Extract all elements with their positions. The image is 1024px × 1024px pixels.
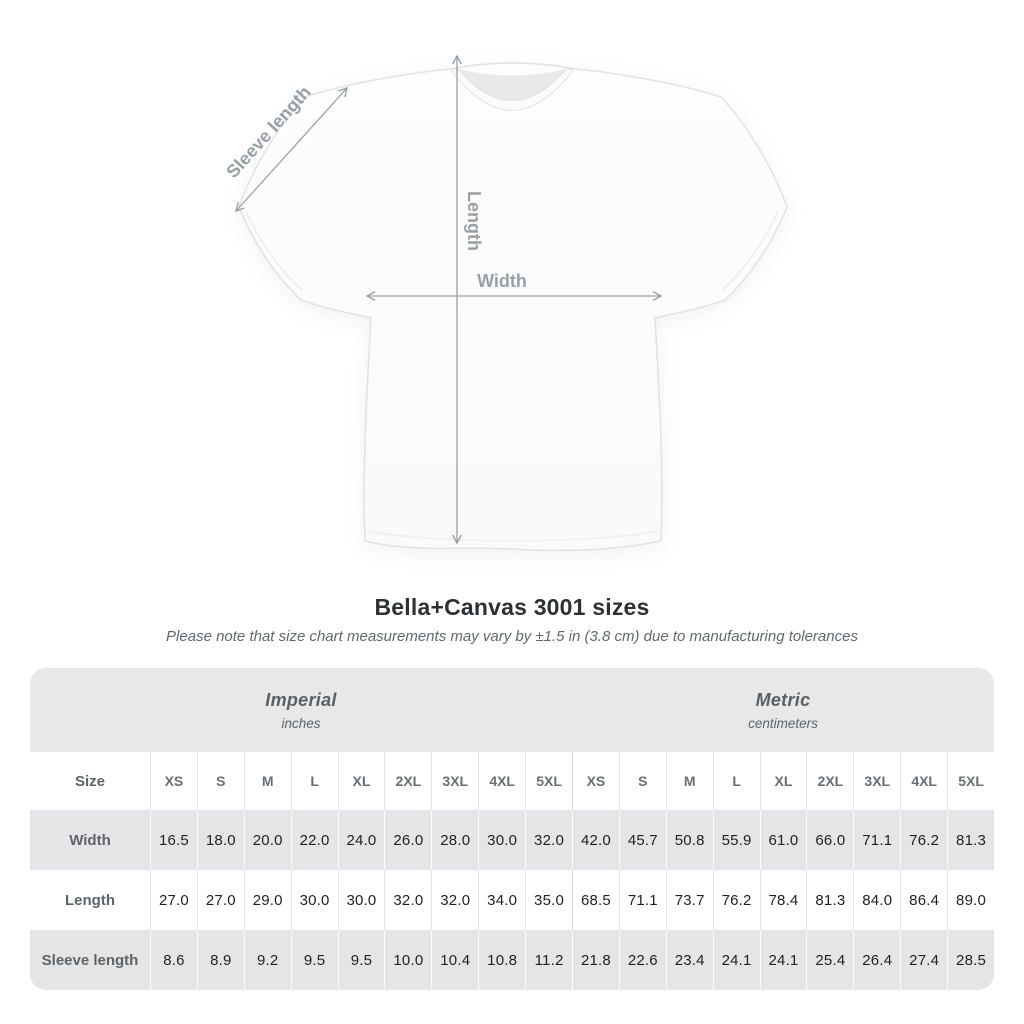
value-cell-imperial: 9.5 [338, 930, 385, 990]
value-cell-metric: 76.2 [713, 870, 760, 930]
row-label: Length [30, 870, 150, 930]
metric-group-unit: centimeters [748, 715, 818, 731]
value-cell-imperial: 8.9 [197, 930, 244, 990]
value-cell-imperial: 27.0 [150, 870, 197, 930]
value-cell-metric: 42.0 [572, 810, 619, 870]
size-col-header-metric-xs: XS [572, 752, 619, 810]
size-col-header-imperial-3xl: 3XL [431, 752, 478, 810]
value-cell-metric: 23.4 [666, 930, 713, 990]
value-cell-metric: 81.3 [947, 810, 994, 870]
value-cell-metric: 78.4 [760, 870, 807, 930]
size-col-header-imperial-s: S [197, 752, 244, 810]
size-table-section [30, 668, 994, 990]
width-label: Width [477, 271, 527, 291]
value-cell-imperial: 32.0 [384, 870, 431, 930]
value-cell-imperial: 16.5 [150, 810, 197, 870]
size-col-header-metric-3xl: 3XL [853, 752, 900, 810]
value-cell-imperial: 32.0 [431, 870, 478, 930]
size-col-header-imperial-xs: XS [150, 752, 197, 810]
size-col-header-metric-s: S [619, 752, 666, 810]
value-cell-imperial: 29.0 [244, 870, 291, 930]
row-label: Width [30, 810, 150, 870]
value-cell-metric: 66.0 [806, 810, 853, 870]
value-cell-metric: 81.3 [806, 870, 853, 930]
value-cell-imperial: 32.0 [525, 810, 572, 870]
value-cell-imperial: 30.0 [338, 870, 385, 930]
value-cell-imperial: 20.0 [244, 810, 291, 870]
value-cell-metric: 25.4 [806, 930, 853, 990]
value-cell-imperial: 11.2 [525, 930, 572, 990]
size-col-header-metric-5xl: 5XL [947, 752, 994, 810]
value-cell-metric: 27.4 [900, 930, 947, 990]
value-cell-imperial: 22.0 [291, 810, 338, 870]
size-corner-label: Size [30, 752, 150, 810]
imperial-group-label: Imperial [265, 689, 337, 710]
value-cell-imperial: 34.0 [478, 870, 525, 930]
value-cell-imperial: 10.4 [431, 930, 478, 990]
value-cell-imperial: 18.0 [197, 810, 244, 870]
value-cell-imperial: 27.0 [197, 870, 244, 930]
page-title: Bella+Canvas 3001 sizes [374, 594, 650, 620]
value-cell-metric: 86.4 [900, 870, 947, 930]
value-cell-metric: 84.0 [853, 870, 900, 930]
value-cell-imperial: 10.8 [478, 930, 525, 990]
value-cell-metric: 73.7 [666, 870, 713, 930]
value-cell-imperial: 8.6 [150, 930, 197, 990]
size-table [30, 668, 994, 990]
row-label: Sleeve length [30, 930, 150, 990]
imperial-group-unit: inches [281, 715, 321, 731]
value-cell-metric: 61.0 [760, 810, 807, 870]
metric-group-label: Metric [755, 689, 811, 710]
value-cell-metric: 89.0 [947, 870, 994, 930]
value-cell-imperial: 10.0 [384, 930, 431, 990]
unit-group-metric [572, 668, 994, 752]
value-cell-metric: 71.1 [619, 870, 666, 930]
value-cell-metric: 24.1 [713, 930, 760, 990]
value-cell-metric: 26.4 [853, 930, 900, 990]
value-cell-imperial: 30.0 [291, 870, 338, 930]
size-col-header-imperial-4xl: 4XL [478, 752, 525, 810]
value-cell-imperial: 30.0 [478, 810, 525, 870]
tolerance-note: Please note that size chart measurements may vary by ±1.5 in (3.8 cm) due to manufacturing tolerances [166, 628, 858, 645]
value-cell-imperial: 35.0 [525, 870, 572, 930]
sleeve-length-label: Sleeve length [222, 82, 315, 182]
size-col-header-imperial-xl: XL [338, 752, 385, 810]
value-cell-metric: 55.9 [713, 810, 760, 870]
size-col-header-imperial-l: L [291, 752, 338, 810]
value-cell-metric: 68.5 [572, 870, 619, 930]
value-cell-imperial: 24.0 [338, 810, 385, 870]
size-col-header-metric-l: L [713, 752, 760, 810]
value-cell-metric: 21.8 [572, 930, 619, 990]
size-col-header-metric-xl: XL [760, 752, 807, 810]
value-cell-imperial: 9.2 [244, 930, 291, 990]
value-cell-imperial: 9.5 [291, 930, 338, 990]
value-cell-metric: 45.7 [619, 810, 666, 870]
size-col-header-imperial-2xl: 2XL [384, 752, 431, 810]
value-cell-imperial: 26.0 [384, 810, 431, 870]
size-col-header-imperial-5xl: 5XL [525, 752, 572, 810]
value-cell-metric: 24.1 [760, 930, 807, 990]
value-cell-metric: 76.2 [900, 810, 947, 870]
size-col-header-metric-2xl: 2XL [806, 752, 853, 810]
length-label: Length [464, 191, 484, 251]
value-cell-metric: 50.8 [666, 810, 713, 870]
unit-group-imperial [30, 668, 572, 752]
value-cell-imperial: 28.0 [431, 810, 478, 870]
value-cell-metric: 71.1 [853, 810, 900, 870]
size-col-header-imperial-m: M [244, 752, 291, 810]
size-col-header-metric-4xl: 4XL [900, 752, 947, 810]
value-cell-metric: 22.6 [619, 930, 666, 990]
tshirt-graphic [239, 63, 787, 550]
value-cell-metric: 28.5 [947, 930, 994, 990]
size-col-header-metric-m: M [666, 752, 713, 810]
